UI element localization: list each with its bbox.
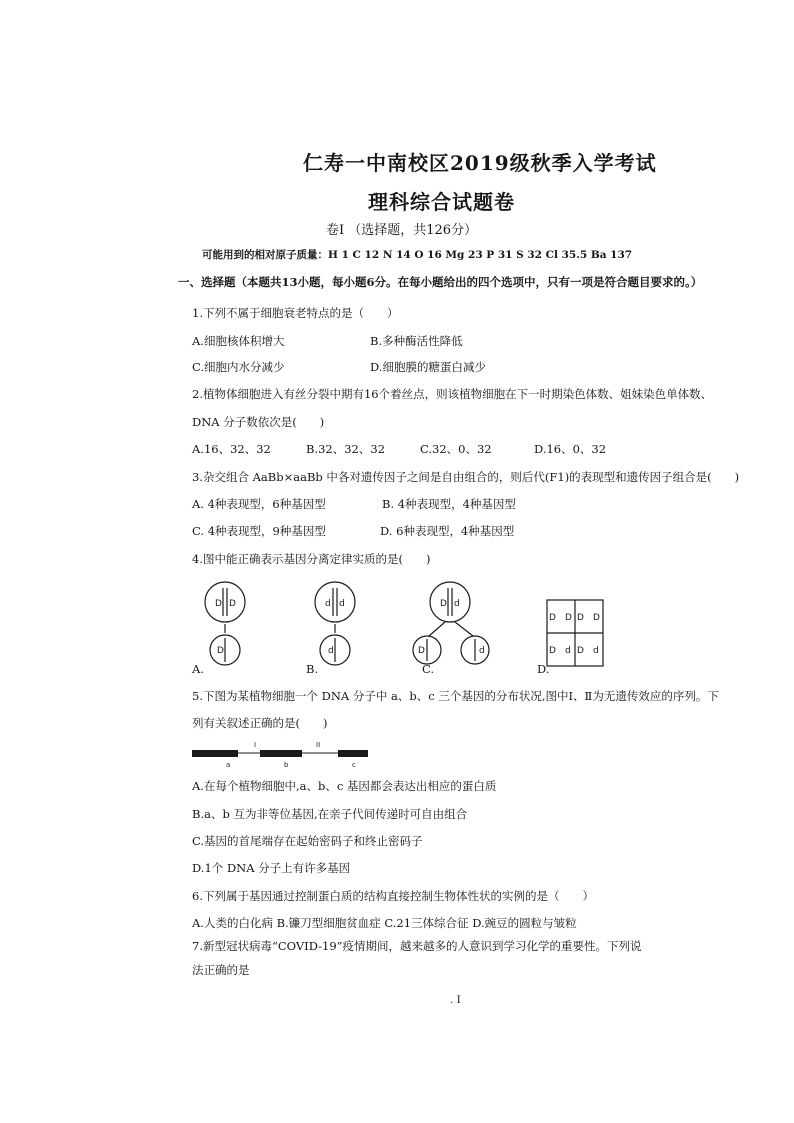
- q2-option-b: B.32、32、32: [306, 442, 386, 456]
- q7-stem-line2: 法正确的是: [192, 963, 250, 977]
- q4-option-b: B.: [306, 662, 319, 676]
- q4-option-d: D.: [537, 662, 550, 676]
- c-top-letter-left: D: [440, 599, 447, 609]
- q3-option-d: D. 6种表现型，4种基因型: [380, 524, 515, 538]
- a-top-letter-right: D: [229, 599, 236, 609]
- q2-option-c: C.32、0、32: [420, 442, 492, 456]
- q4-diagrams: [185, 578, 625, 678]
- exam-title: 仁寿一中南校区2019级秋季入学考试: [303, 151, 657, 175]
- dna-label-c: c: [352, 761, 356, 769]
- q3-option-b: B. 4种表现型，4种基因型: [382, 497, 516, 511]
- c-left-letter: D: [418, 646, 425, 656]
- q6-stem: 6.下列属于基因通过控制蛋白质的结构直接控制生物体性状的实例的是（ ）: [192, 889, 594, 903]
- q5-option-a: A.在每个植物细胞中,a、b、c 基因都会表达出相应的蛋白质: [192, 779, 497, 793]
- q2-stem-line1: 2.植物体细胞进入有丝分裂中期有16个着丝点，则该植物细胞在下一时期染色体数、姐妹染色单体数、: [192, 387, 713, 401]
- q1-option-a: A.细胞核体积增大: [192, 334, 285, 348]
- d-cell-8: d: [593, 646, 599, 656]
- d-cell-5: D: [549, 646, 556, 656]
- d-cell-4: D: [593, 613, 600, 623]
- b-top-letter-left: d: [325, 599, 331, 609]
- q3-option-a: A. 4种表现型，6种基因型: [192, 497, 326, 511]
- q4-option-c: C.: [422, 662, 435, 676]
- section-heading: 卷Ⅰ （选择题，共126分）: [326, 223, 478, 238]
- q5-stem-line2: 列有关叙述正确的是( ): [192, 716, 328, 730]
- q5-stem-line1: 5.下图为某植物细胞一个 DNA 分子中 a、b、c 三个基因的分布状况,图中Ⅰ、Ⅱ为无遗传效应的序列。下: [192, 689, 719, 703]
- b-bottom-letter: d: [328, 646, 334, 656]
- d-cell-7: D: [577, 646, 584, 656]
- c-top-letter-right: d: [454, 599, 460, 609]
- q5-option-b: B.a、b 互为非等位基因,在亲子代间传递时可自由组合: [192, 807, 468, 821]
- dna-label-b: b: [284, 761, 289, 769]
- c-right-letter: d: [479, 646, 485, 656]
- q5-option-d: D.1个 DNA 分子上有许多基因: [192, 861, 351, 875]
- q4-option-a: A.: [192, 662, 204, 676]
- exam-subtitle: 理科综合试题卷: [368, 190, 515, 214]
- q1-option-b: B.多种酶活性降低: [370, 334, 463, 348]
- q2-option-d: D.16、0、32: [534, 442, 607, 456]
- dna-diagram: [192, 740, 382, 770]
- atomic-masses: 可能用到的相对原子质量：H 1 C 12 N 14 O 16 Mg 23 P 31 S 32 Cl 35.5 Ba 137: [202, 249, 633, 261]
- q6-options: A.人类的白化病 B.镰刀型细胞贫血症 C.21三体综合征 D.豌豆的圆粒与皱粒: [192, 916, 577, 930]
- d-cell-2: D: [565, 613, 572, 623]
- q2-option-a: A.16、32、32: [192, 442, 271, 456]
- q1-option-c: C.细胞内水分减少: [192, 360, 285, 374]
- instructions: 一、选择题（本题共13小题，每小题6分。在每小题给出的四个选项中，只有一项是符合题目要求的。）: [178, 275, 703, 289]
- q1-stem: 1.下列不属于细胞衰老特点的是（ ）: [192, 306, 399, 320]
- b-top-letter-right: d: [339, 599, 345, 609]
- q5-option-c: C.基因的首尾端存在起始密码子和终止密码子: [192, 834, 423, 848]
- d-cell-1: D: [549, 613, 556, 623]
- a-top-letter-left: D: [215, 599, 222, 609]
- q2-stem-line2: DNA 分子数依次是( ): [192, 415, 325, 429]
- page-number: . I: [450, 994, 461, 1006]
- q3-stem: 3.杂交组合 AaBb×aaBb 中各对遗传因子之间是自由组合的，则后代(F1)的表现型和遗传因子组合是( ): [192, 470, 740, 484]
- q1-option-d: D.细胞膜的糖蛋白减少: [370, 360, 486, 374]
- d-cell-6: d: [565, 646, 571, 656]
- q7-stem-line1: 7.新型冠状病毒“COVID-19”疫情期间，越来越多的人意识到学习化学的重要性。下列说: [192, 939, 642, 953]
- dna-label-ii: II: [316, 741, 321, 749]
- dna-label-i: I: [254, 741, 257, 749]
- dna-label-a: a: [226, 761, 231, 769]
- a-bottom-letter: D: [217, 646, 224, 656]
- q3-option-c: C. 4种表现型，9种基因型: [192, 524, 326, 538]
- q4-stem: 4.图中能正确表示基因分离定律实质的是( ): [192, 552, 431, 566]
- d-cell-3: D: [577, 613, 584, 623]
